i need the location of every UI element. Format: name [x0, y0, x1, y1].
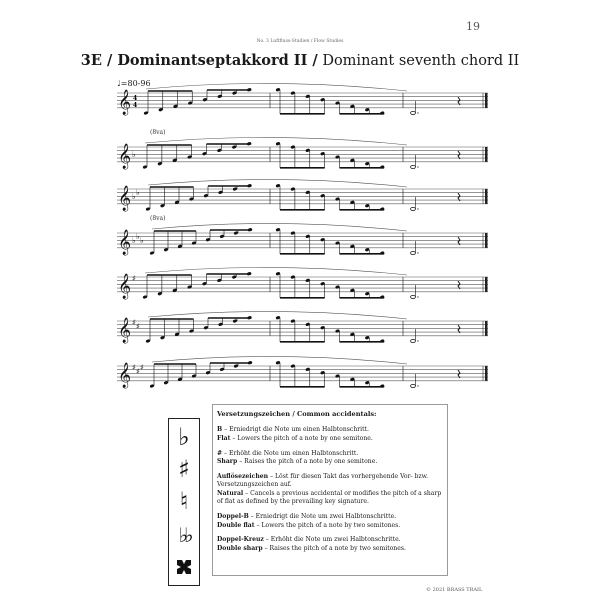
staff-1 — [117, 90, 488, 115]
entry-double-sharp: Doppel-Kreuz – Erhöht die Note um zwei Halbtonschritte. Double sharp – Raises the pitch of a note by two semitones. — [217, 536, 406, 552]
svg-text:♭: ♭ — [136, 188, 140, 197]
accidental-symbols-box — [168, 418, 200, 586]
staff-5 — [117, 274, 488, 299]
svg-text:♯: ♯ — [136, 322, 140, 331]
title-english: Dominant seventh chord II — [317, 53, 520, 69]
accidentals-info-box — [212, 404, 448, 576]
entry-flat: B – Erniedrigt die Note um einen Halbtonschritt. Flat – Lowers the pitch of a note by one semitone. — [217, 426, 373, 442]
svg-text:𝄞: 𝄞 — [118, 90, 132, 115]
svg-text:♭: ♭ — [140, 236, 144, 245]
double-flat-icon: ♭♭ — [178, 523, 190, 547]
svg-text:♯: ♯ — [140, 363, 144, 372]
svg-text:♭: ♭ — [132, 192, 136, 201]
svg-text:♭: ♭ — [132, 150, 136, 159]
svg-text:♯: ♯ — [132, 274, 136, 283]
staff-4 — [117, 230, 488, 255]
svg-text:𝄞: 𝄞 — [118, 230, 132, 255]
title-german: 3E / Dominantseptakkord II / — [80, 52, 318, 69]
svg-text:𝄞: 𝄞 — [118, 363, 132, 388]
double-sharp-icon — [169, 557, 199, 579]
staff-3 — [117, 186, 488, 211]
octave-marking: (8va) — [150, 215, 166, 222]
entry-double-flat: Doppel-B – Erniedrigt die Note um zwei Halbtonschritte. Double flat – Lowers the pitch of a note by two semitones. — [217, 513, 401, 529]
svg-text:𝄞: 𝄞 — [118, 274, 132, 299]
entry-natural: Auflösezeichen – Löst für diesen Takt das vorhergehende Vor- bzw. Versetzungszeichen auf. Natural – Cancels a previous accidental or modifies the pitch of a sharp of flat as defined by the prevailing key signature. — [217, 473, 442, 506]
running-head: No. 3 Luftfluss-Studien / Flow Studies — [256, 39, 344, 44]
page-number: 19 — [466, 20, 480, 33]
staff-7 — [117, 363, 488, 388]
flat-icon: ♭ — [178, 423, 190, 451]
entry-sharp: # – Erhöht die Note um einen Halbtonschritt. Sharp – Raises the pitch of a note by one semitone. — [217, 449, 378, 466]
staff-6 — [117, 318, 488, 343]
natural-icon: ♮ — [179, 487, 189, 515]
staff-2 — [117, 144, 488, 169]
info-heading: Versetzungszeichen / Common accidentals: — [217, 410, 377, 418]
svg-text:𝄞: 𝄞 — [118, 144, 132, 169]
svg-text:♯: ♯ — [132, 318, 136, 327]
svg-text:♭: ♭ — [132, 236, 136, 245]
sharp-icon: ♯ — [178, 455, 190, 483]
svg-text:4: 4 — [133, 102, 138, 109]
svg-text:𝄞: 𝄞 — [118, 318, 132, 343]
octave-marking: (8va) — [150, 129, 166, 136]
svg-text:♯: ♯ — [136, 367, 140, 376]
svg-text:♯: ♯ — [132, 363, 136, 372]
svg-text:4: 4 — [133, 95, 138, 102]
svg-text:𝄞: 𝄞 — [118, 186, 132, 211]
copyright: © 2021 BRASS TRAIL — [426, 587, 483, 593]
tempo-marking: ♩=80-96 — [117, 79, 151, 88]
page-title — [0, 52, 600, 69]
svg-text:♭: ♭ — [136, 232, 140, 241]
